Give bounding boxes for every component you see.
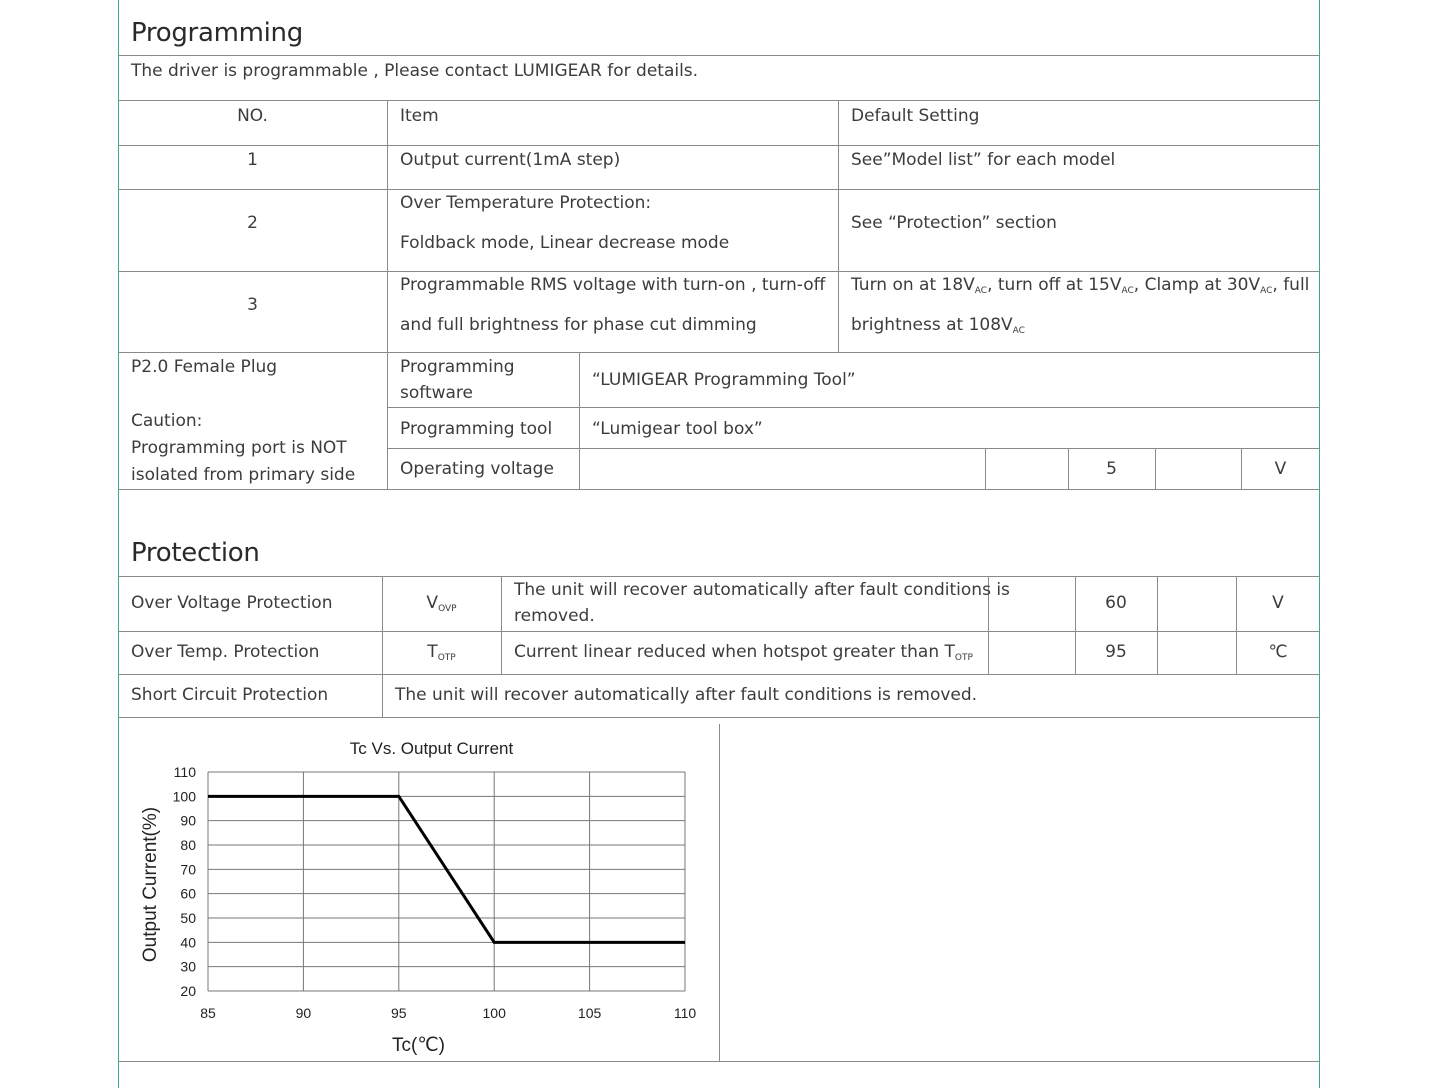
- ovp-value: 60: [1105, 593, 1127, 613]
- table-rule: [118, 1061, 1320, 1062]
- otp-value: 95: [1105, 642, 1127, 662]
- table-rule: [118, 271, 1320, 272]
- ovp-symbol: $V_{OVP}$: [426, 593, 457, 614]
- row-2-item-line1: Over Temperature Protection:: [400, 193, 652, 213]
- programming-heading: Programming: [131, 18, 303, 48]
- table-rule: [118, 674, 1320, 675]
- table-rule: [118, 489, 1320, 490]
- table-col-rule: [838, 100, 839, 352]
- programming-intro: The driver is programmable , Please contact LUMIGEAR for details.: [131, 61, 699, 81]
- table-rule: [118, 576, 1320, 577]
- table-col-rule: [1155, 448, 1156, 489]
- y-tick-label: 100: [172, 788, 196, 805]
- ovp-name: Over Voltage Protection: [131, 593, 333, 613]
- caution-label: Caution:: [131, 411, 203, 431]
- x-tick-label: 95: [391, 1005, 407, 1021]
- y-tick-label: 70: [180, 861, 196, 878]
- table-col-rule: [1157, 576, 1158, 674]
- table-col-rule: [387, 100, 388, 489]
- otp-name: Over Temp. Protection: [131, 642, 320, 662]
- row-1-default: See”Model list” for each model: [851, 150, 1116, 170]
- col-header-item: Item: [400, 106, 439, 126]
- table-rule: [118, 189, 1320, 190]
- caution-line1: Programming port is NOT: [131, 438, 347, 458]
- row-3-default-line2: brightness at $108V_{AC}$: [851, 315, 1025, 336]
- col-header-default: Default Setting: [851, 106, 980, 126]
- row-2-no: 2: [247, 213, 258, 233]
- table-rule: [118, 717, 1320, 718]
- row-3-item-line2: and full brightness for phase cut dimming: [400, 315, 757, 335]
- col-header-no: NO.: [237, 106, 268, 126]
- row-3-item-line1: Programmable RMS voltage with turn-on , turn-off: [400, 275, 826, 295]
- voltage-unit: V: [1274, 459, 1287, 479]
- x-axis-label: Tc(℃): [392, 1035, 445, 1056]
- table-rule: [118, 352, 1320, 353]
- otp-symbol: $T_{OTP}$: [427, 642, 456, 663]
- row-2-item-line2: Foldback mode, Linear decrease mode: [400, 233, 730, 253]
- table-col-rule: [579, 352, 580, 489]
- tool-value: “Lumigear tool box”: [592, 419, 763, 439]
- y-tick-label: 30: [180, 958, 196, 975]
- x-tick-label: 85: [200, 1005, 216, 1021]
- row-1-item: Output current(1mA step): [400, 150, 621, 170]
- divider: [118, 55, 1320, 56]
- x-tick-label: 100: [482, 1005, 506, 1021]
- table-rule: [387, 407, 1320, 408]
- table-col-rule: [985, 448, 986, 489]
- y-tick-label: 50: [180, 910, 196, 926]
- ovp-unit: V: [1272, 593, 1284, 613]
- table-col-rule: [501, 576, 502, 674]
- ovp-desc-line1: The unit will recover automatically after fault conditions is: [514, 580, 1010, 600]
- y-tick-label: 90: [180, 812, 196, 829]
- plug-title: P2.0 Female Plug: [131, 357, 278, 377]
- tool-label: Programming tool: [400, 419, 553, 439]
- row-1-no: 1: [247, 150, 258, 170]
- x-tick-label: 110: [673, 1005, 697, 1021]
- y-tick-label: 40: [180, 934, 196, 951]
- table-rule: [118, 631, 1320, 632]
- y-tick-label: 80: [180, 837, 196, 853]
- chart-divider: [719, 724, 720, 1062]
- protection-heading: Protection: [131, 538, 260, 568]
- software-label-line1: Programming: [400, 357, 515, 377]
- x-tick-label: 90: [295, 1005, 312, 1021]
- row-2-default: See “Protection” section: [851, 213, 1057, 233]
- otp-unit: ℃: [1268, 642, 1288, 662]
- x-tick-label: 105: [577, 1005, 602, 1021]
- chart-title: Tc Vs. Output Current: [349, 739, 514, 758]
- tc-output-current-chart: [125, 730, 715, 1060]
- y-tick-label: 20: [180, 983, 196, 999]
- table-rule: [387, 448, 1320, 449]
- row-3-default-line1: Turn on at $18V_{AC}$, turn off at $15V_{AC}$, Clamp at $30V_{AC}$, full: [851, 275, 1310, 296]
- software-label-line2: software: [400, 383, 474, 403]
- voltage-label: Operating voltage: [400, 459, 554, 479]
- ovp-desc-line2: removed.: [514, 606, 595, 626]
- y-tick-label: 60: [180, 885, 196, 902]
- table-rule: [118, 145, 1320, 146]
- caution-line2: isolated from primary side: [131, 465, 356, 485]
- otp-desc: Current linear reduced when hotspot greater than $T_{OTP}$: [514, 642, 973, 663]
- y-tick-label: 110: [173, 764, 196, 780]
- divider: [118, 100, 1320, 101]
- scp-name: Short Circuit Protection: [131, 685, 329, 705]
- y-axis-label: Output Current(%): [140, 806, 161, 963]
- software-value: “LUMIGEAR Programming Tool”: [592, 370, 856, 390]
- scp-desc: The unit will recover automatically after fault conditions is removed.: [395, 685, 978, 705]
- voltage-value: 5: [1106, 459, 1117, 479]
- row-3-no: 3: [247, 295, 258, 315]
